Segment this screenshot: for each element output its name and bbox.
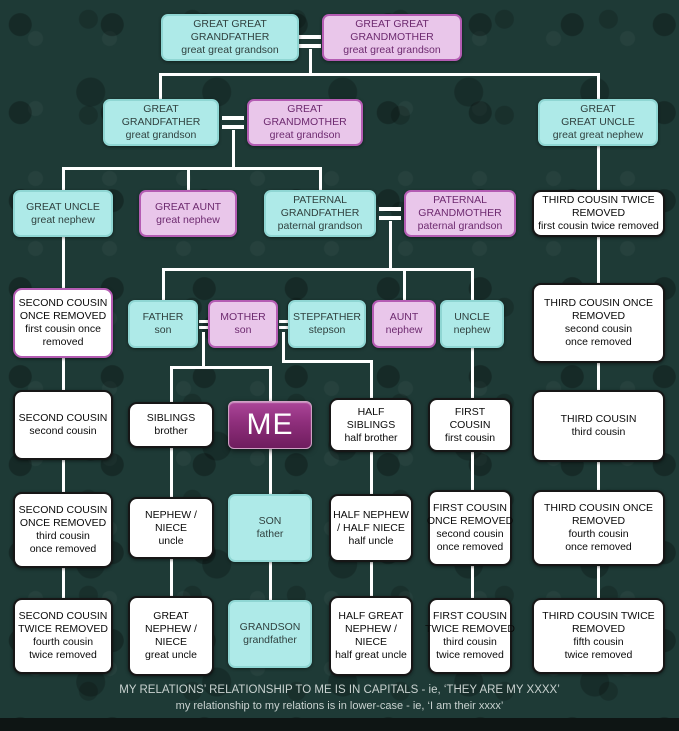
node-lower-label: great nephew xyxy=(156,213,220,226)
node-lower-label: stepson xyxy=(308,324,346,336)
node-caps-label: GREAT AUNT xyxy=(154,200,222,213)
node-siblings xyxy=(128,402,214,448)
node-caps-label: TWICE REMOVED xyxy=(18,623,108,635)
node-lower-label: grandfather xyxy=(243,634,297,646)
node-lower-label: fifth cousin xyxy=(573,636,624,648)
node-lower-label: first cousin twice removed xyxy=(538,220,659,232)
node-third-cousin-once-removed-lower xyxy=(532,490,665,566)
node-lower-label: nephew xyxy=(453,324,491,336)
legend-line-capitals: MY RELATIONS’ RELATIONSHIP TO ME IS IN CAPITALS - ie, ‘THEY ARE MY XXXX’ xyxy=(119,684,560,696)
node-caps-label: SIBLINGS xyxy=(146,412,196,424)
node-nephew-niece xyxy=(128,497,214,559)
node-caps-label: GRANDSON xyxy=(239,621,301,633)
node-caps-label: UNCLE xyxy=(454,311,490,323)
node-lower-label: third cousin xyxy=(443,636,497,648)
node-caps-label: GRANDMOTHER xyxy=(263,116,347,128)
node-lower-label: son xyxy=(234,324,252,336)
connector-line xyxy=(319,168,322,191)
node-third-cousin-twice-removed-lower xyxy=(532,598,665,674)
node-great-aunt xyxy=(139,190,237,237)
node-lower-label: once removed xyxy=(436,541,504,553)
node-caps-label: COUSIN xyxy=(449,418,491,431)
bottom-strip xyxy=(0,718,679,731)
connector-line xyxy=(159,74,162,100)
equals-connector xyxy=(199,320,208,329)
equals-bar xyxy=(199,326,208,329)
node-caps-label: STEPFATHER xyxy=(292,311,362,323)
node-mother xyxy=(208,300,278,348)
node-caps-label: SECOND COUSIN xyxy=(18,504,108,516)
node-lower-label: second cousin xyxy=(564,323,633,335)
node-caps-label: GREAT xyxy=(580,103,616,115)
node-great-uncle xyxy=(13,190,113,237)
equals-bar xyxy=(279,326,288,329)
node-half-nephew-half-niece xyxy=(329,494,413,562)
node-lower-label: paternal grandson xyxy=(417,220,503,232)
node-lower-label: first cousin xyxy=(444,431,496,444)
connector-line xyxy=(269,367,272,402)
connector-line xyxy=(389,221,392,271)
node-lower-label: great nephew xyxy=(31,213,95,226)
node-caps-label: GREAT xyxy=(287,103,323,115)
node-lower-label: once removed xyxy=(29,543,97,555)
node-uncle xyxy=(440,300,504,348)
legend-caption xyxy=(0,684,679,712)
node-great-grandfather xyxy=(103,99,219,146)
node-lower-label: great great grandson xyxy=(343,44,441,56)
node-great-great-grandmother xyxy=(322,14,462,61)
equals-bar xyxy=(222,125,244,129)
node-lower-label: twice removed xyxy=(436,649,504,661)
node-caps-label: SON xyxy=(258,515,282,527)
node-caps-label: / HALF NIECE xyxy=(337,521,405,534)
node-caps-label: FIRST COUSIN xyxy=(433,502,507,514)
node-second-cousin xyxy=(13,390,113,460)
node-caps-label: HALF NEPHEW xyxy=(333,508,409,521)
node-lower-label: half uncle xyxy=(348,534,394,547)
node-lower-label: great grandson xyxy=(269,129,341,141)
node-lower-label: second cousin xyxy=(436,528,504,540)
node-caps-label: SECOND COUSIN xyxy=(18,297,108,309)
node-caps-label: REMOVED xyxy=(571,310,626,322)
node-lower-label: fourth cousin xyxy=(32,636,94,648)
connector-line xyxy=(597,74,600,100)
node-first-cousin-twice-removed xyxy=(425,598,515,674)
node-second-cousin-once-removed-upper xyxy=(13,288,113,358)
node-half-great-nephew-niece xyxy=(329,596,413,676)
node-father xyxy=(128,300,198,348)
connector-line xyxy=(159,73,600,76)
node-caps-label: NIECE xyxy=(354,636,388,648)
node-caps-label: GRANDFATHER xyxy=(121,116,201,128)
node-lower-label: uncle xyxy=(158,534,184,547)
node-lower-label: once removed xyxy=(565,336,632,348)
connector-line xyxy=(232,130,235,170)
node-caps-label: GRANDFATHER xyxy=(280,207,360,219)
connector-line xyxy=(282,360,373,363)
node-caps-label: THIRD COUSIN TWICE xyxy=(542,194,655,206)
equals-bar xyxy=(379,207,401,211)
node-caps-label: ONCE REMOVED xyxy=(426,515,514,527)
equals-connector xyxy=(379,207,401,220)
node-me xyxy=(228,401,312,449)
node-lower-label: half great uncle xyxy=(335,649,407,661)
node-caps-label: AUNT xyxy=(389,311,419,323)
equals-bar xyxy=(199,320,208,323)
node-caps-label: FIRST xyxy=(454,405,486,418)
node-lower-label: great uncle xyxy=(145,649,197,661)
node-caps-label: THIRD COUSIN ONCE xyxy=(543,502,654,514)
node-caps-label: GREAT GREAT xyxy=(355,18,429,30)
node-lower-label: twice removed xyxy=(29,649,97,661)
equals-bar xyxy=(379,216,401,220)
node-caps-label: GREAT GREAT xyxy=(193,18,267,30)
node-great-nephew-niece xyxy=(128,596,214,676)
node-lower-label: great grandson xyxy=(125,129,197,141)
node-caps-label: HALF GREAT xyxy=(338,610,404,622)
equals-bar xyxy=(279,320,288,323)
node-lower-label: first cousin once xyxy=(25,323,101,335)
node-great-grandmother xyxy=(247,99,363,146)
node-lower-label: son xyxy=(154,324,172,336)
connector-line xyxy=(403,269,406,301)
node-caps-label: PATERNAL xyxy=(433,194,487,206)
node-caps-label: GRANDMOTHER xyxy=(418,207,502,219)
connector-line xyxy=(370,361,373,399)
connector-line xyxy=(309,49,312,75)
connector-line xyxy=(170,366,272,369)
node-lower-label: removed xyxy=(42,336,84,348)
connector-line xyxy=(62,167,322,170)
node-caps-label: MOTHER xyxy=(220,311,266,323)
equals-connector xyxy=(279,320,288,329)
connector-line xyxy=(187,168,190,191)
node-caps-label: SECOND COUSIN xyxy=(18,610,108,622)
node-lower-label: third cousin xyxy=(571,426,626,438)
node-caps-label: SECOND COUSIN xyxy=(18,412,108,424)
node-caps-label: ONCE REMOVED xyxy=(19,310,107,322)
connector-line xyxy=(282,332,285,363)
node-stepfather xyxy=(288,300,366,348)
equals-connector xyxy=(222,116,244,129)
node-caps-label: GRANDMOTHER xyxy=(350,31,434,43)
node-caps-label: GREAT UNCLE xyxy=(561,116,635,128)
equals-connector xyxy=(299,35,321,48)
node-third-cousin xyxy=(532,390,665,462)
node-caps-label: NIECE xyxy=(154,521,188,534)
equals-bar xyxy=(222,116,244,120)
node-first-cousin xyxy=(428,398,512,452)
node-lower-label: great great nephew xyxy=(552,129,644,141)
node-caps-label: NEPHEW / xyxy=(145,623,197,635)
node-caps-label: REMOVED xyxy=(571,207,626,219)
node-caps-label: REMOVED xyxy=(571,623,626,635)
connector-line xyxy=(170,367,173,403)
node-first-cousin-once-removed xyxy=(428,490,512,566)
node-caps-label: GREAT UNCLE xyxy=(26,200,100,213)
node-lower-label: once removed xyxy=(565,541,632,553)
node-lower-label: half brother xyxy=(344,431,398,444)
node-caps-label: HALF xyxy=(357,405,385,418)
node-great-great-uncle xyxy=(538,99,658,146)
node-great-great-grandfather xyxy=(161,14,299,61)
node-caps-label: THIRD COUSIN ONCE xyxy=(543,297,654,309)
node-caps-label: REMOVED xyxy=(571,515,626,527)
connector-line xyxy=(162,269,165,301)
node-lower-label: nephew xyxy=(385,324,423,336)
node-lower-label: twice removed xyxy=(564,649,633,661)
equals-bar xyxy=(299,44,321,48)
legend-line-lowercase: my relationship to my relations is in lower-case - ie, ‘I am their xxxx’ xyxy=(175,700,504,712)
node-caps-label: NEPHEW / xyxy=(145,508,197,521)
node-half-siblings xyxy=(329,398,413,452)
node-paternal-grandmother xyxy=(404,190,516,237)
connector-line xyxy=(162,268,474,271)
node-caps-label: PATERNAL xyxy=(293,194,347,206)
node-third-cousin-once-removed-upper xyxy=(532,283,665,363)
node-caps-label: ONCE REMOVED xyxy=(19,517,107,529)
node-caps-label: FIRST COUSIN xyxy=(433,610,507,622)
node-second-cousin-once-removed-lower xyxy=(13,492,113,568)
node-lower-label: brother xyxy=(154,425,188,437)
node-lower-label: third cousin xyxy=(36,530,90,542)
node-caps-label: FATHER xyxy=(142,311,184,323)
node-lower-label: second cousin xyxy=(29,425,97,437)
connector-line xyxy=(471,269,474,301)
node-caps-label: NIECE xyxy=(154,636,188,648)
equals-bar xyxy=(299,35,321,39)
connector-line xyxy=(202,332,205,369)
node-caps-label: THIRD COUSIN xyxy=(560,413,637,425)
node-caps-label: GREAT xyxy=(143,103,179,115)
connector-line xyxy=(62,168,65,191)
node-caps-label: THIRD COUSIN TWICE xyxy=(542,610,655,622)
node-lower-label: great great grandson xyxy=(181,44,279,56)
node-son xyxy=(228,494,312,562)
node-paternal-grandfather xyxy=(264,190,376,237)
node-lower-label: fourth cousin xyxy=(568,528,629,540)
node-lower-label: father xyxy=(256,528,284,540)
node-caps-label: GRANDFATHER xyxy=(190,31,270,43)
node-third-cousin-twice-removed-upper xyxy=(532,190,665,237)
node-caps-label: NEPHEW / xyxy=(345,623,397,635)
node-caps-label: GREAT xyxy=(153,610,189,622)
node-caps-label: ME xyxy=(246,408,294,441)
node-lower-label: paternal grandson xyxy=(277,220,363,232)
node-caps-label: SIBLINGS xyxy=(346,418,396,431)
node-caps-label: TWICE REMOVED xyxy=(425,623,515,635)
node-second-cousin-twice-removed xyxy=(13,598,113,674)
node-aunt xyxy=(372,300,436,348)
node-grandson xyxy=(228,600,312,668)
